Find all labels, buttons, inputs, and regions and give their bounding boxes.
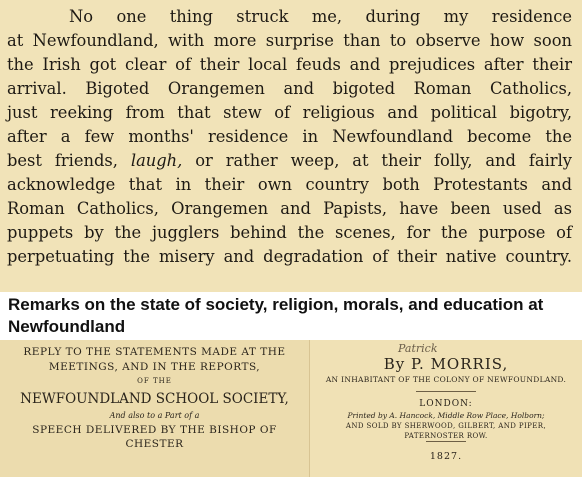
passage-line: acknowledge that in their own country both Protestants and — [7, 175, 572, 194]
passage-line: the Irish got clear of their local feuds and prejudices after their — [7, 55, 572, 74]
divider — [416, 391, 476, 392]
passage-line: at Newfoundland, with more surprise than to observe how soon — [7, 31, 572, 50]
seller-line: AND SOLD BY SHERWOOD, GILBERT, AND PIPER, — [345, 422, 547, 430]
passage-line: arrival. Bigoted Orangemen and bigoted Roman Catholics, — [7, 79, 572, 98]
handwritten-annotation: Patrick — [398, 342, 438, 355]
divider — [426, 441, 466, 442]
passage-line: puppets by the jugglers behind the scenes, for the purpose of — [7, 223, 572, 242]
society-title: NEWFOUNDLAND SCHOOL SOCIETY, — [20, 391, 289, 407]
emphasis-word: laugh, — [130, 151, 183, 170]
seller-line: PATERNOSTER ROW. — [404, 432, 488, 440]
title-page-right — [309, 340, 582, 477]
passage-line: just reeking from that stew of religious and political bigotry, — [7, 103, 572, 122]
imprint-city: LONDON: — [419, 399, 473, 409]
title-page-left — [0, 340, 309, 477]
publication-year: 1827. — [429, 451, 463, 462]
title-line: And also to a Part of a — [109, 411, 200, 420]
printer-line: Printed by A. Hancock, Middle Row Place, Holborn; — [347, 411, 545, 420]
author-line: By P. MORRIS, — [383, 355, 509, 373]
speech-title: SPEECH DELIVERED BY THE BISHOP OF CHESTER — [32, 424, 277, 450]
passage-line: No one thing struck me, during my residence — [69, 7, 572, 26]
passage-line: Roman Catholics, Orangemen and Papists, have been used as — [7, 199, 572, 218]
passage-line-emphasis — [7, 149, 572, 173]
passage-text: best friends, — [7, 151, 131, 170]
passage-paragraph — [7, 5, 572, 269]
passage-text: or rather weep, at their folly, and fairly — [182, 151, 572, 170]
author-description: AN INHABITANT OF THE COLONY OF NEWFOUNDLAND. — [325, 375, 567, 384]
title-line: MEETINGS, AND IN THE REPORTS, — [48, 361, 261, 373]
title-line: REPLY TO THE STATEMENTS MADE AT THE — [23, 346, 286, 358]
caption: Remarks on the state of society, religion, morals, and education at Newfoundland — [0, 292, 582, 340]
passage-line: after a few months' residence in Newfoundland become the — [7, 127, 572, 146]
title-line: OF THE — [137, 377, 172, 385]
passage-line: perpetuating the misery and degradation of their native country. — [7, 247, 572, 266]
